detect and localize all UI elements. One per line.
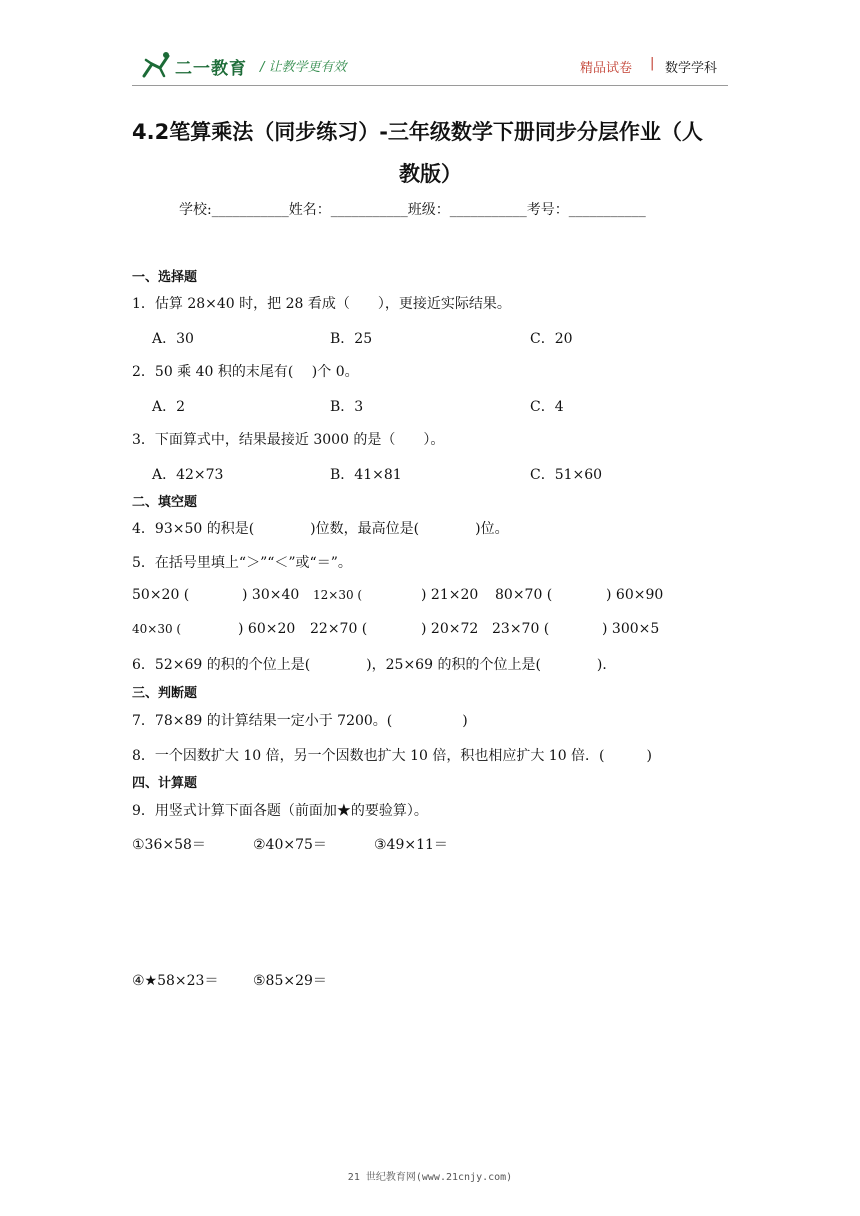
q3-option-c: C．51×60 [530,467,603,483]
header-separator: | [650,56,655,71]
q2-option-b: B．3 [330,399,364,415]
page-footer: 21 世纪教育网(www.21cnjy.com) [347,1172,513,1183]
header-divider [132,85,728,86]
q1-option-b: B．25 [330,331,373,347]
q9-item-1: ①36×58＝ [132,837,206,853]
q2-option-c: C．4 [530,399,564,415]
section-heading-choice: 一、选择题 [132,270,198,285]
q1-option-a: A．30 [152,331,194,347]
question-1: 1．估算 28×40 时，把 28 看成（ ），更接近实际结果。 [132,296,511,312]
q5-expr-2: ) 30×40 [242,587,300,603]
question-2: 2．50 乘 40 积的末尾有( )个 0。 [132,364,359,380]
section-heading-judge: 三、判断题 [132,686,198,701]
q9-item-4: ④★58×23＝ [132,973,219,989]
q5-expr-12: ) 300×5 [602,621,660,637]
section-heading-fill: 二、填空题 [132,495,198,510]
question-8: 8．一个因数扩大 10 倍，另一个因数也扩大 10 倍，积也相应扩大 10 倍．( ) [132,748,652,764]
q5-expr-9: 22×70 ( [310,621,368,637]
page-title-line1: 4.2笔算乘法（同步练习）-三年级数学下册同步分层作业（人 [132,120,703,144]
question-3: 3．下面算式中，结果最接近 3000 的是（ ）。 [132,432,445,448]
q5-expr-7: 40×30 ( [132,622,182,636]
q5-expr-11: 23×70 ( [492,621,550,637]
q5-expr-1: 50×20 ( [132,587,190,603]
brand-name: 二一教育 [175,59,247,79]
question-7: 7．78×89 的计算结果一定小于 7200。( ) [132,713,468,729]
q2-option-a: A．2 [152,399,186,415]
question-5: 5．在括号里填上“＞”“＜”或“＝”。 [132,555,352,571]
student-info-line: 学校:___________姓名：___________班级：___________考号：___________ [179,202,646,218]
q5-expr-6: ) 60×90 [606,587,664,603]
q9-item-3: ③49×11＝ [374,837,448,853]
q9-item-2: ②40×75＝ [253,837,327,853]
header-tag-premium: 精品试卷 [580,61,633,76]
q3-option-b: B．41×81 [330,467,402,483]
slogan: / 让教学更有效 [260,60,347,75]
q5-expr-3: 12×30 ( [313,588,363,602]
q5-expr-5: 80×70 ( [495,587,553,603]
question-9: 9．用竖式计算下面各题（前面加★的要验算）。 [132,803,428,819]
header-tag-subject: 数学学科 [665,61,718,76]
page-title-line2: 教版） [399,162,462,186]
q5-expr-10: ) 20×72 [421,621,479,637]
section-heading-calc: 四、计算题 [132,776,198,791]
q9-item-5: ⑤85×29＝ [253,973,327,989]
q1-option-c: C．20 [530,331,573,347]
q5-expr-8: ) 60×20 [238,621,296,637]
q5-expr-4: ) 21×20 [421,587,479,603]
question-6: 6．52×69 的积的个位上是( )，25×69 的积的个位上是( )． [132,657,617,673]
question-4: 4．93×50 的积是( )位数，最高位是( )位。 [132,521,509,537]
q3-option-a: A．42×73 [152,467,224,483]
